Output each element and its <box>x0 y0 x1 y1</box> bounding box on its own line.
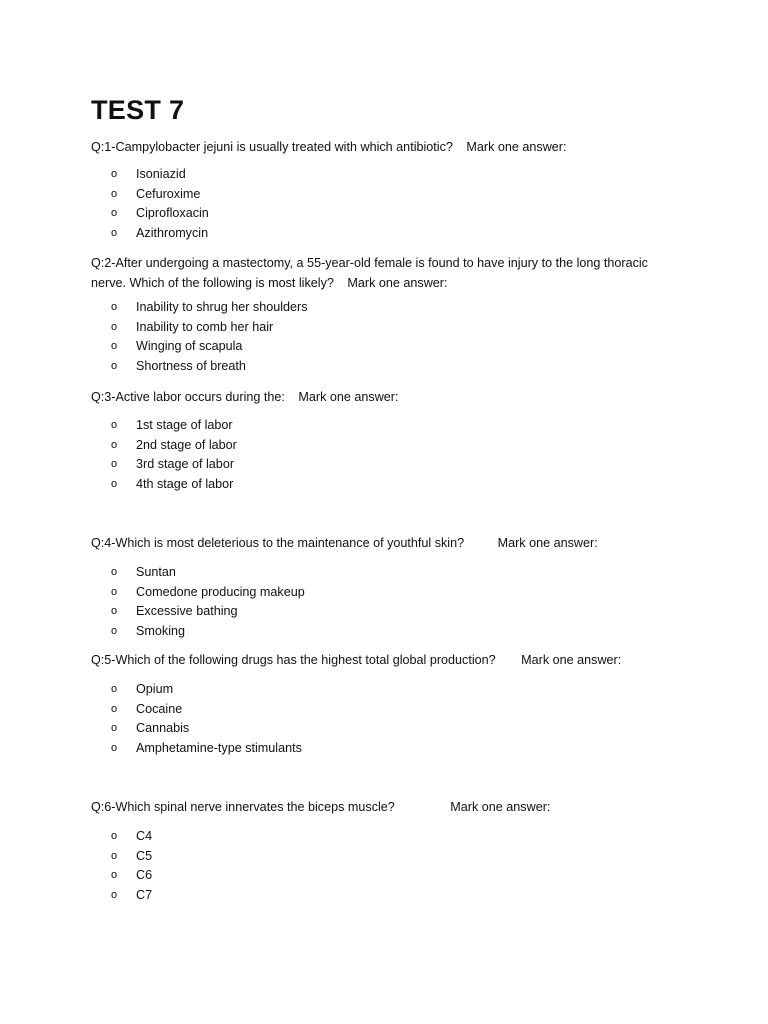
mark-instruction: Mark one answer: <box>521 653 622 667</box>
radio-bullet-icon: o <box>111 742 118 755</box>
option-label: Suntan <box>136 565 176 579</box>
question-4 <box>91 534 681 554</box>
options-list-3 <box>111 416 237 495</box>
option-item[interactable] <box>111 827 152 847</box>
option-item[interactable] <box>111 602 305 622</box>
radio-bullet-icon: o <box>111 605 118 618</box>
radio-bullet-icon: o <box>111 320 118 333</box>
radio-bullet-icon: o <box>111 438 118 451</box>
option-item[interactable] <box>111 337 308 357</box>
option-item[interactable] <box>111 165 209 185</box>
option-item[interactable] <box>111 563 305 583</box>
question-1 <box>91 138 681 158</box>
option-label: Comedone producing makeup <box>136 584 305 599</box>
question-3 <box>91 388 681 408</box>
option-label: Cannabis <box>136 721 190 736</box>
option-label: 1st stage of labor <box>136 418 233 432</box>
option-label: Opium <box>136 682 174 696</box>
option-item[interactable] <box>111 416 237 436</box>
option-label: Ciprofloxacin <box>136 206 209 221</box>
mark-instruction: Mark one answer: <box>466 140 567 154</box>
mark-instruction: Mark one answer: <box>347 275 448 290</box>
options-list-2 <box>111 298 308 377</box>
question-text: Q:4-Which is most deleterious to the maintenance of youthful skin? <box>91 536 465 550</box>
option-label: Inability to comb her hair <box>136 319 274 334</box>
question-text: Q:3-Active labor occurs during the: <box>91 390 285 404</box>
option-label: C6 <box>136 868 153 883</box>
radio-bullet-icon: o <box>111 458 118 471</box>
option-item[interactable] <box>111 204 209 224</box>
option-item[interactable] <box>111 455 237 475</box>
radio-bullet-icon: o <box>111 683 118 695</box>
question-text: Q:1-Campylobacter jejuni is usually treated with which antibiotic? <box>91 140 453 154</box>
option-item[interactable] <box>111 680 302 700</box>
option-label: Winging of scapula <box>136 339 243 354</box>
option-item[interactable] <box>111 866 152 886</box>
option-label: 4th stage of labor <box>136 477 234 492</box>
options-list-5 <box>111 680 302 759</box>
radio-bullet-icon: o <box>111 722 118 735</box>
radio-bullet-icon: o <box>111 168 118 180</box>
radio-bullet-icon: o <box>111 889 118 902</box>
option-label: Inability to shrug her shoulders <box>136 300 308 314</box>
option-item[interactable] <box>111 436 237 456</box>
option-item[interactable] <box>111 583 305 603</box>
radio-bullet-icon: o <box>111 869 118 882</box>
radio-bullet-icon: o <box>111 625 118 638</box>
radio-bullet-icon: o <box>111 227 118 240</box>
option-label: Azithromycin <box>136 226 209 241</box>
option-label: C5 <box>136 848 153 863</box>
radio-bullet-icon: o <box>111 830 118 842</box>
radio-bullet-icon: o <box>111 566 118 578</box>
question-text: Q:6-Which spinal nerve innervates the biceps muscle? <box>91 800 395 814</box>
option-item[interactable] <box>111 886 152 906</box>
option-item[interactable] <box>111 847 152 867</box>
option-label: Cefuroxime <box>136 186 201 201</box>
mark-instruction: Mark one answer: <box>450 800 551 814</box>
option-label: 2nd stage of labor <box>136 437 237 452</box>
radio-bullet-icon: o <box>111 340 118 353</box>
option-item[interactable] <box>111 700 302 720</box>
radio-bullet-icon: o <box>111 360 118 373</box>
option-label: Shortness of breath <box>136 359 246 374</box>
options-list-4 <box>111 563 305 642</box>
option-item[interactable] <box>111 475 237 495</box>
option-label: 3rd stage of labor <box>136 457 235 472</box>
option-label: Excessive bathing <box>136 604 238 619</box>
options-list-1 <box>111 165 209 244</box>
question-text: Q:2-After undergoing a mastectomy, a 55-year-old female is found to have injury to the long thoracic nerve. Which of the following is most likely? <box>91 256 648 290</box>
option-item[interactable] <box>111 719 302 739</box>
mark-instruction: Mark one answer: <box>298 390 399 404</box>
option-label: Cocaine <box>136 701 183 716</box>
question-2 <box>91 254 681 293</box>
option-item[interactable] <box>111 298 308 318</box>
option-label: Smoking <box>136 624 185 639</box>
radio-bullet-icon: o <box>111 187 118 200</box>
question-6 <box>91 798 681 818</box>
radio-bullet-icon: o <box>111 478 118 491</box>
question-text: Q:5-Which of the following drugs has the highest total global production? <box>91 653 496 667</box>
option-item[interactable] <box>111 318 308 338</box>
option-item[interactable] <box>111 357 308 377</box>
option-label: Amphetamine-type stimulants <box>136 741 302 756</box>
page-title: TEST 7 <box>91 95 185 125</box>
radio-bullet-icon: o <box>111 301 118 313</box>
radio-bullet-icon: o <box>111 702 118 715</box>
option-label: Isoniazid <box>136 167 186 181</box>
option-item[interactable] <box>111 622 305 642</box>
option-label: C7 <box>136 888 153 903</box>
radio-bullet-icon: o <box>111 419 118 431</box>
option-item[interactable] <box>111 224 209 244</box>
question-5 <box>91 651 681 671</box>
mark-instruction: Mark one answer: <box>497 536 598 550</box>
radio-bullet-icon: o <box>111 849 118 862</box>
radio-bullet-icon: o <box>111 585 118 598</box>
options-list-6 <box>111 827 152 906</box>
option-label: C4 <box>136 829 153 843</box>
radio-bullet-icon: o <box>111 207 118 220</box>
option-item[interactable] <box>111 739 302 759</box>
option-item[interactable] <box>111 185 209 205</box>
